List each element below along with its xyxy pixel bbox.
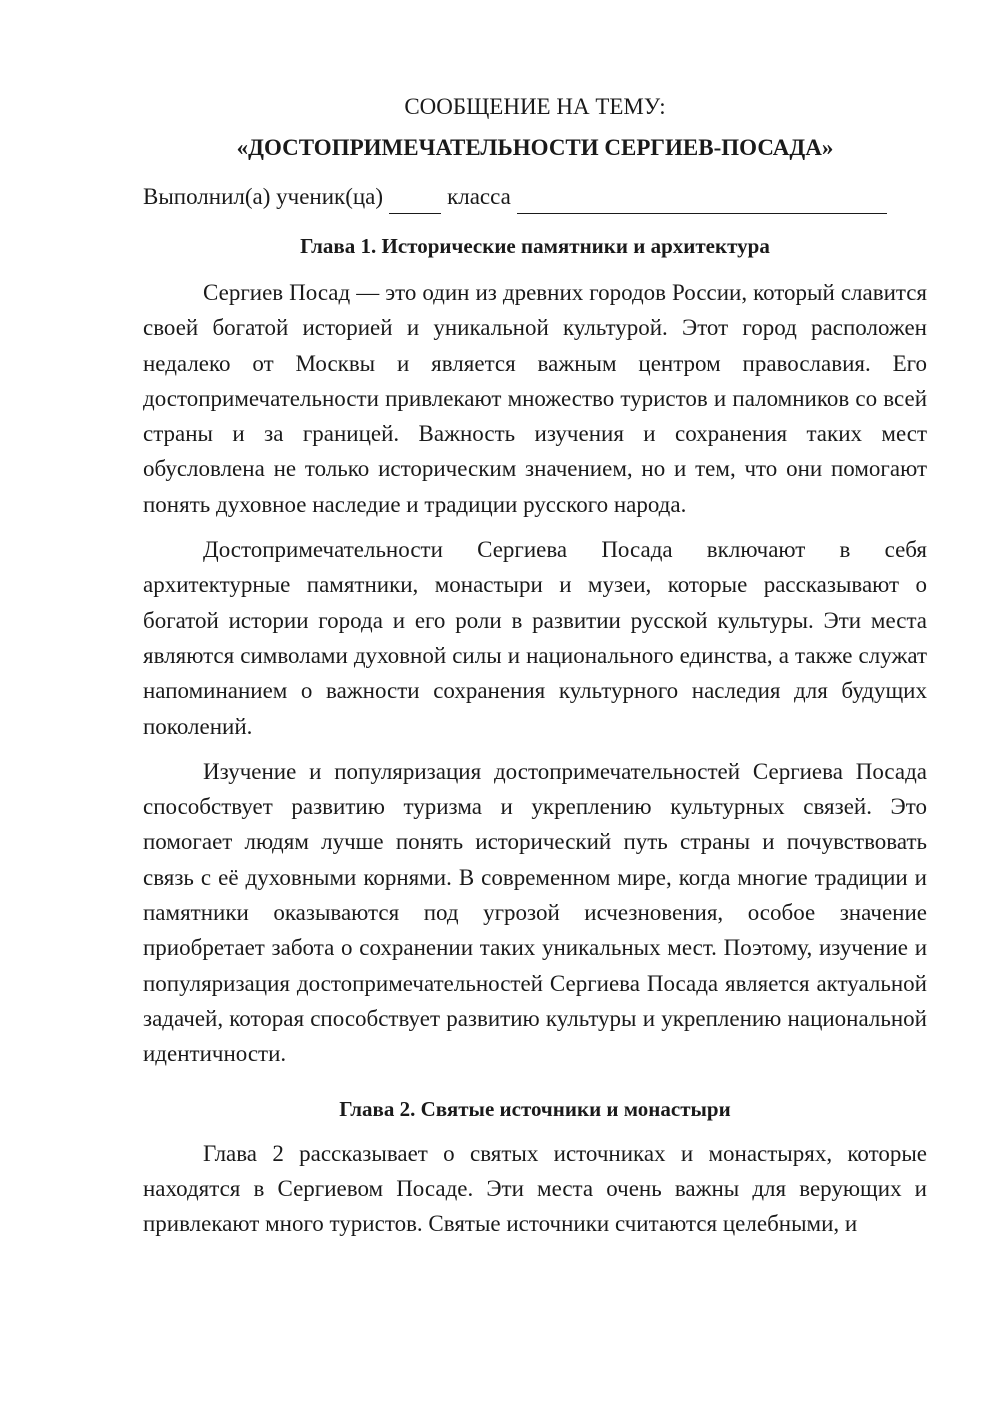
document-title-line-1: СООБЩЕНИЕ НА ТЕМУ: xyxy=(404,94,666,119)
author-class-word: класса xyxy=(447,184,511,209)
chapter-1-heading: Глава 1. Исторические памятники и архитектура xyxy=(300,234,770,258)
author-name-blank xyxy=(517,187,887,214)
chapter-1-paragraph: Изучение и популяризация достопримечательностей Сергиева Посада способствует развитию туризма и укреплению культурных связей. Это помогает людям лучше понять исторический путь страны и почувствовать связь с её духовными корнями. В современном мире, когда многие традиции и памятники оказываются под угрозой исчезновения, особое значение приобретает забота о сохранении таких уникальных мест. Поэтому, изучение и популяризация достопримечательностей Сергиева Посада является актуальной задачей, которая способствует развитию культуры и укреплению национальной идентичности. xyxy=(143,758,927,1067)
class-number-blank xyxy=(389,187,441,214)
chapter-2-heading: Глава 2. Святые источники и монастыри xyxy=(339,1096,731,1121)
chapter-2-paragraph: Глава 2 рассказывает о святых источниках и монастырях, которые находятся в Сергиевом Посаде. Эти места очень важны для верующих и привлекают много туристов. Святые источники считаются целебными, и xyxy=(143,1140,927,1237)
author-line xyxy=(143,180,927,214)
author-prefix: Выполнил(а) ученик(ца) xyxy=(143,184,384,209)
chapter-1-paragraph: Достопримечательности Сергиева Посада включают в себя архитектурные памятники, монастыри и музеи, которые рассказывают о богатой истории города и его роли в развитии русской культуры. Эти места являются символами духовной силы и национального единства, а также служат напоминанием о важности сохранения культурного наследия для будущих поколений. xyxy=(143,537,927,739)
chapter-1-paragraph: Сергиев Посад — это один из древних городов России, который славится своей богатой историей и уникальной культурой. Этот город расположен недалеко от Москвы и является важным центром православия. Его достопримечательности привлекают множество туристов и паломников со всей страны и за границей. Важность изучения и сохранения таких мест обусловлена не только историческим значением, но и тем, что они помогают понять духовное наследие и традиции русского народа. xyxy=(143,280,927,517)
document-title-line-2: «ДОСТОПРИМЕЧАТЕЛЬНОСТИ СЕРГИЕВ-ПОСАДА» xyxy=(236,135,834,160)
document-page xyxy=(143,90,927,1251)
